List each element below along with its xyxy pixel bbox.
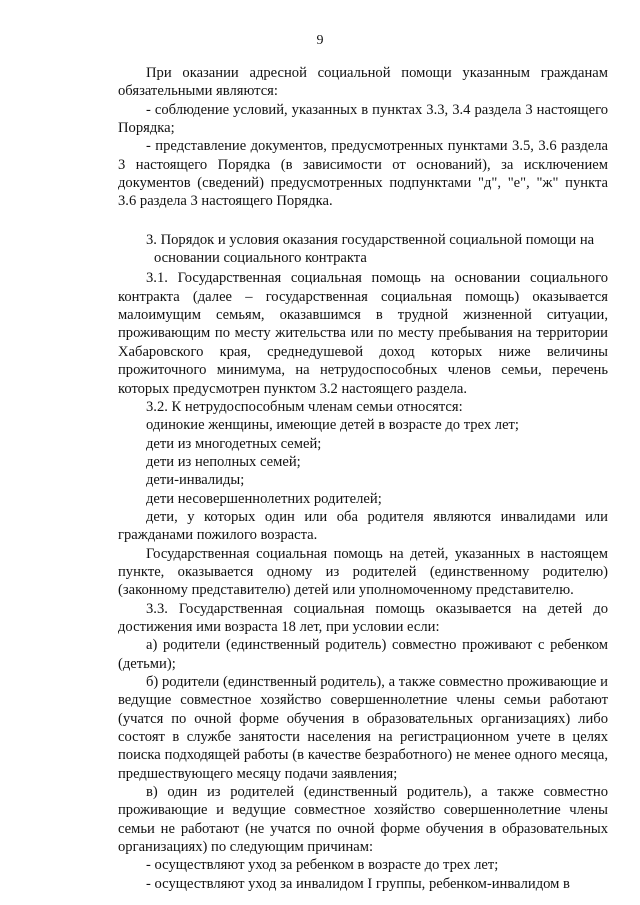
section-heading-line: основании социального контракта (154, 250, 367, 267)
list-item: - осуществляют уход за инвалидом I группы, ребенком-инвалидом в (146, 875, 570, 892)
list-item: дети-инвалиды; (146, 472, 245, 489)
paragraph: - представление документов, предусмотренных пунктами 3.5, 3.6 раздела 3 настоящего Порядка (в зависимости от оснований), за исключением документов (сведений) предусмотренных подпунктами "д", "е", "ж" пункта 3.6 раздела 3 настоящего Порядка. (118, 138, 608, 210)
paragraph: 3.2. К нетрудоспособным членам семьи относятся: (146, 398, 463, 415)
paragraph: - соблюдение условий, указанных в пунктах 3.3, 3.4 раздела 3 настоящего Порядка; (118, 101, 608, 137)
paragraph: 3.3. Государственная социальная помощь оказывается на детей до достижения ими возраста 18 лет, при условии если: (118, 600, 608, 635)
list-item: а) родители (единственный родитель) совместно проживают с ребенком (детьми); (118, 637, 608, 672)
list-item: дети, у которых один или оба родителя являются инвалидами или гражданами пожилого возраста. (118, 508, 608, 544)
list-item: одинокие женщины, имеющие детей в возрасте до трех лет; (146, 417, 519, 434)
section-heading-line: 3. Порядок и условия оказания государственной социальной помощи на (146, 231, 595, 248)
list-item: в) один из родителей (единственный родитель), а также совместно проживающие и ведущие совместное хозяйство совершеннолетние члены семьи не работают (не учатся по очной форме обучения в образовательных организациях) по следующим причинам: (118, 784, 608, 856)
paragraph: Государственная социальная помощь на детей, указанных в настоящем пункте, оказывается одному из родителей (единственному родителю) (законному представителю) детей или уполномоченному представителю. (118, 545, 608, 599)
list-item: б) родители (единственный родитель), а также совместно проживающие и ведущие совместное хозяйство совершеннолетние члены семьи работают (учатся по очной форме обучения в образовательных организациях) либо состоят в службе занятости населения на регистрационном учете в целях поиска подходящей работы (в качестве безработного) не менее одного месяца, предшествующего месяцу подачи заявления; (118, 674, 608, 782)
list-item: дети из неполных семей; (146, 453, 301, 470)
list-item: - осуществляют уход за ребенком в возрасте до трех лет; (146, 857, 499, 874)
list-item: дети из многодетных семей; (146, 435, 322, 452)
paragraph: При оказании адресной социальной помощи указанным гражданам обязательными являются: (118, 65, 608, 100)
paragraph: 3.1. Государственная социальная помощь на основании социального контракта (далее – государственная социальная помощь) оказывается малоимущим семьям, оказавшимся в трудной жизненной ситуации, проживающим по месту жительства или по месту пребывания на территории Хабаровского края, среднедушевой доход которых ниже величины прожиточного минимума, на нетрудоспособных членов семьи, перечень которых предусмотрен пунктом 3.2 настоящего раздела. (118, 270, 608, 397)
document-body (118, 64, 608, 893)
list-item: дети несовершеннолетних родителей; (146, 490, 382, 507)
page-number: 9 (316, 33, 324, 48)
section-heading (118, 231, 608, 268)
